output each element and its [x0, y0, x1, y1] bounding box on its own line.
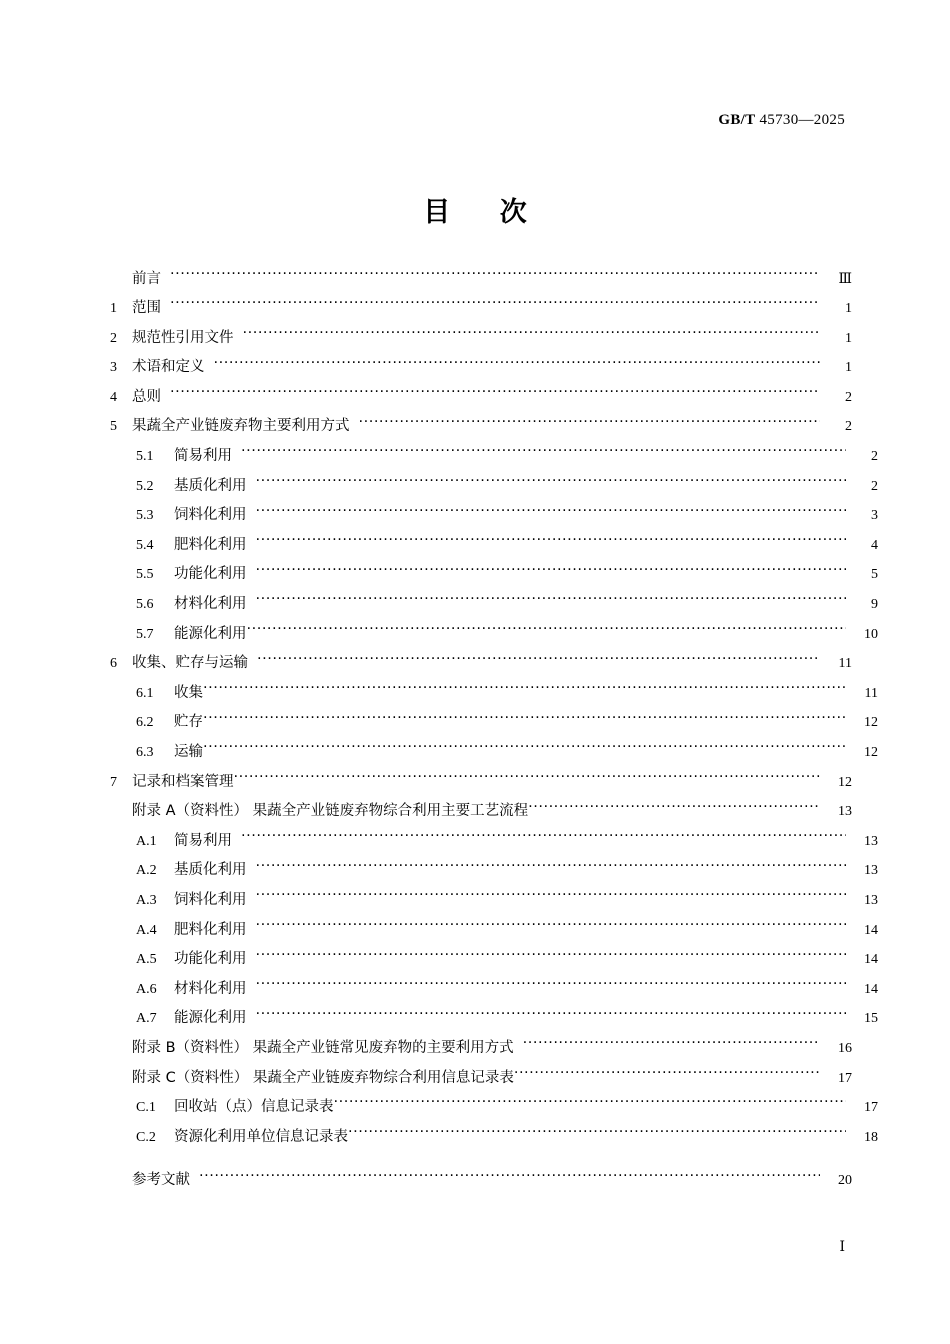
dot-leader — [203, 682, 846, 697]
toc-entry-page: 14 — [864, 922, 878, 938]
dot-leader — [256, 505, 847, 520]
toc-entry-page: 17 — [838, 1070, 852, 1086]
dot-leader — [256, 475, 847, 490]
toc-entry-page: Ⅲ — [838, 271, 852, 287]
toc-entry[interactable] — [110, 623, 878, 653]
toc-entry-number: A.4 — [136, 922, 157, 938]
toc-entry-label: 附录 A（资料性） 果蔬全产业链废弃物综合利用主要工艺流程 — [132, 803, 529, 820]
toc-entry-number: 5.1 — [136, 449, 154, 465]
toc-entry[interactable] — [110, 742, 878, 772]
dot-leader — [241, 830, 846, 845]
toc-entry-page: 11 — [838, 656, 852, 672]
dot-leader — [256, 564, 847, 579]
toc-entry-label: 能源化利用 — [174, 625, 247, 642]
toc-entry-page: 2 — [845, 419, 852, 435]
toc-entry[interactable] — [110, 594, 878, 624]
dot-leader — [247, 623, 847, 638]
toc-entry[interactable] — [110, 327, 852, 357]
toc-entry-page: 1 — [845, 360, 852, 376]
dot-leader — [256, 594, 847, 609]
toc-entry[interactable] — [110, 357, 852, 387]
toc-entry-label: 前言 — [132, 270, 161, 287]
toc-entry[interactable] — [110, 386, 852, 416]
toc-entry-number: 7 — [110, 774, 117, 790]
toc-entry-number: 2 — [110, 330, 117, 346]
toc-entry-label: 基质化利用 — [174, 477, 247, 494]
toc-entry-number: 6.3 — [136, 745, 154, 760]
toc-entry-label: 记录和档案管理 — [132, 773, 234, 790]
toc-entry-number: 5.6 — [136, 597, 154, 613]
toc-entry[interactable] — [110, 564, 878, 594]
toc-entry-label: 能源化利用 — [174, 1010, 247, 1027]
toc-entry-label: 回收站（点）信息记录表 — [174, 1099, 334, 1116]
dot-leader — [170, 298, 820, 313]
toc-entry-page: 14 — [864, 952, 878, 968]
toc-entry[interactable] — [110, 1097, 878, 1127]
toc-entry-page: 9 — [871, 597, 878, 613]
toc-entry-label: 果蔬全产业链废弃物主要利用方式 — [132, 418, 350, 435]
toc-entry-number: 5 — [110, 419, 117, 435]
dot-leader — [256, 978, 847, 993]
running-header — [0, 112, 845, 129]
toc-entry-page: 4 — [871, 537, 878, 553]
toc-entry-label: 参考文献 — [132, 1172, 190, 1189]
toc-entry-page: 20 — [838, 1173, 852, 1189]
dot-leader — [348, 1126, 846, 1141]
toc-entry-page: 10 — [864, 626, 878, 642]
toc-entry-page: 1 — [845, 301, 852, 317]
dot-leader — [170, 386, 820, 401]
dot-leader — [214, 357, 821, 372]
dot-leader — [203, 712, 846, 727]
toc-entry-number: A.1 — [136, 833, 157, 849]
toc-entry-number: 5.4 — [136, 537, 154, 553]
toc-entry-number: C.2 — [136, 1129, 156, 1145]
toc-entry-number: 6.2 — [136, 715, 154, 731]
toc-entry-label: 材料化利用 — [174, 980, 247, 997]
dot-leader — [256, 1008, 847, 1023]
toc-entry[interactable] — [110, 1067, 852, 1097]
dot-leader — [170, 268, 820, 283]
dot-leader — [199, 1170, 820, 1185]
toc-entry-page: 12 — [864, 715, 878, 731]
toc-entry[interactable] — [110, 830, 878, 860]
toc-entry-number: 6.1 — [136, 685, 154, 701]
toc-entry-page: 2 — [871, 478, 878, 494]
toc-entry-label: 简易利用 — [174, 448, 232, 465]
toc-entry-page: 17 — [864, 1100, 878, 1116]
toc-entry-label: 功能化利用 — [174, 566, 247, 583]
toc-entry[interactable] — [110, 860, 878, 890]
dot-leader — [256, 919, 847, 934]
standard-code: GB/T — [718, 112, 756, 128]
toc-entry[interactable] — [110, 653, 852, 683]
toc-entry-page: 18 — [864, 1129, 878, 1145]
toc-entry-label: 简易利用 — [174, 832, 232, 849]
toc-entry-page: 11 — [864, 685, 878, 701]
toc-entry-page: 16 — [838, 1040, 852, 1056]
toc-entry-page: 14 — [864, 981, 878, 997]
toc-entry-number: A.3 — [136, 892, 157, 908]
toc-entry-number: 5.7 — [136, 626, 154, 642]
toc-entry-label: 饲料化利用 — [174, 891, 247, 908]
toc-entry-label: 材料化利用 — [174, 596, 247, 613]
toc-entry-number: 5.3 — [136, 508, 154, 524]
toc-entry-label: 肥料化利用 — [174, 921, 247, 938]
page-title: 目 次 — [423, 197, 547, 228]
toc-entry[interactable] — [110, 712, 878, 742]
dot-leader — [241, 446, 846, 461]
toc-entry[interactable] — [110, 949, 878, 979]
toc-entry-page: 3 — [871, 508, 878, 524]
toc-entry-label: 总则 — [132, 388, 161, 405]
toc-entry-page: 12 — [864, 745, 878, 760]
toc-entry-label: 功能化利用 — [174, 951, 247, 968]
toc-entry-number: C.1 — [136, 1100, 156, 1116]
toc-entry-page: 13 — [864, 833, 878, 849]
toc-entry-label: 肥料化利用 — [174, 536, 247, 553]
toc-entry[interactable] — [110, 1170, 852, 1200]
toc-entry[interactable] — [110, 889, 878, 919]
toc-entry[interactable] — [110, 771, 852, 801]
dot-leader — [523, 1037, 820, 1052]
toc-entry-number: A.7 — [136, 1011, 157, 1027]
toc-entry[interactable] — [110, 505, 878, 535]
dot-leader — [256, 949, 847, 964]
toc-entry-page: 12 — [838, 774, 852, 790]
dot-leader — [528, 801, 820, 816]
toc-entry[interactable] — [110, 1037, 852, 1067]
toc-entry-page: 1 — [845, 330, 852, 346]
dot-leader — [256, 860, 847, 875]
toc-entry-page: 15 — [864, 1011, 878, 1027]
page-folio: Ⅰ — [839, 1240, 845, 1255]
toc-entry[interactable] — [110, 268, 852, 298]
toc-entry-label: 贮存 — [174, 714, 203, 731]
toc-entry[interactable] — [110, 416, 852, 446]
dot-leader — [203, 742, 846, 757]
toc-entry-page: 13 — [864, 892, 878, 908]
toc-entry[interactable] — [110, 1126, 878, 1156]
dot-leader — [334, 1097, 847, 1112]
toc-entry-page: 5 — [871, 567, 878, 583]
toc-entry[interactable] — [110, 978, 878, 1008]
dot-leader — [359, 416, 821, 431]
dot-leader — [234, 771, 821, 786]
toc-entry-label: 基质化利用 — [174, 862, 247, 879]
table-of-contents — [110, 268, 878, 1199]
toc-entry-label: 规范性引用文件 — [132, 329, 234, 346]
toc-entry-number: 6 — [110, 656, 117, 672]
toc-entry-page: 13 — [838, 804, 852, 820]
toc-entry[interactable] — [110, 1008, 878, 1038]
standard-number: 45730—2025 — [759, 112, 845, 128]
toc-entry[interactable] — [110, 534, 878, 564]
toc-entry-label: 运输 — [174, 744, 203, 760]
toc-entry-number: 1 — [110, 301, 117, 317]
dot-leader — [256, 889, 847, 904]
toc-entry-number: 4 — [110, 389, 117, 405]
toc-entry-number: 3 — [110, 360, 117, 376]
dot-leader — [256, 534, 847, 549]
toc-entry-label: 收集 — [174, 684, 203, 701]
toc-entry[interactable] — [110, 298, 852, 328]
toc-entry-number: A.6 — [136, 981, 157, 997]
toc-entry[interactable] — [110, 682, 878, 712]
toc-entry-page: 13 — [864, 863, 878, 879]
toc-entry-page: 2 — [845, 389, 852, 405]
toc-entry-label: 附录 C（资料性） 果蔬全产业链废弃物综合利用信息记录表 — [132, 1069, 514, 1086]
toc-entry-label: 饲料化利用 — [174, 507, 247, 524]
dot-leader — [257, 653, 820, 668]
dot-leader — [243, 327, 821, 342]
toc-entry[interactable] — [110, 475, 878, 505]
toc-entry-number: A.2 — [136, 863, 157, 879]
toc-entry-label: 附录 B（资料性） 果蔬全产业链常见废弃物的主要利用方式 — [132, 1039, 514, 1056]
toc-entry-label: 资源化利用单位信息记录表 — [174, 1128, 348, 1145]
toc-entry-label: 范围 — [132, 300, 161, 317]
toc-entry-number: 5.2 — [136, 478, 154, 494]
toc-entry-page: 2 — [871, 449, 878, 465]
toc-entry[interactable] — [110, 919, 878, 949]
toc-entry-label: 收集、贮存与运输 — [132, 655, 248, 672]
dot-leader — [514, 1067, 820, 1082]
toc-entry-label: 术语和定义 — [132, 359, 205, 376]
toc-entry[interactable] — [110, 446, 878, 476]
toc-entry-number: 5.5 — [136, 567, 154, 583]
toc-entry-number: A.5 — [136, 952, 157, 968]
toc-entry[interactable] — [110, 801, 852, 831]
